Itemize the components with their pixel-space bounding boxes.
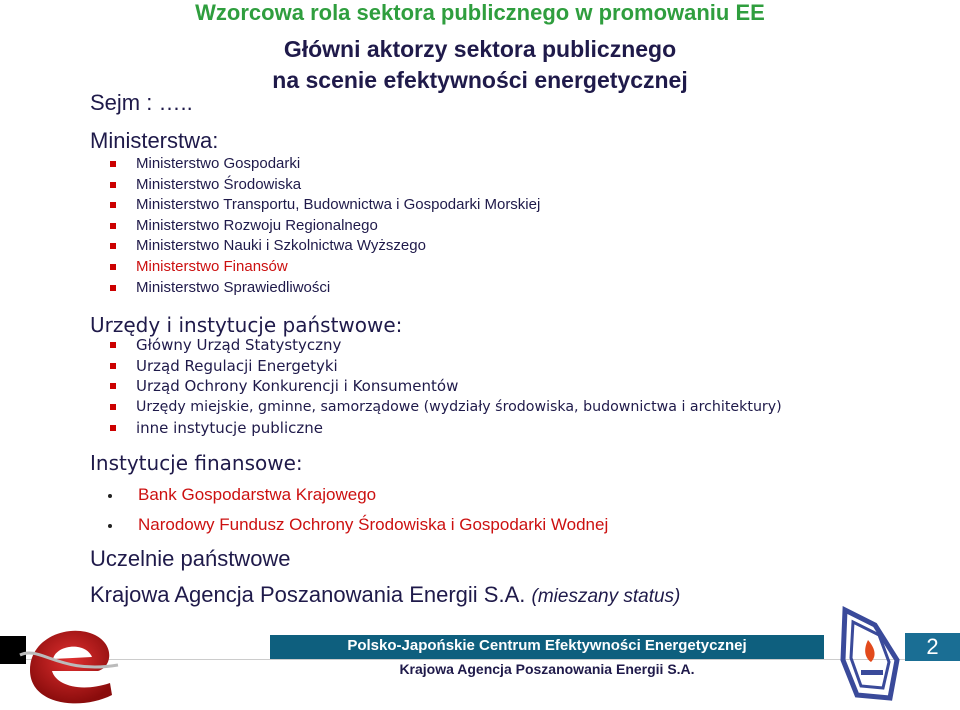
square-bullet-icon xyxy=(110,404,116,410)
list-item: Ministerstwo Transportu, Budownictwa i Gospodarki Morskiej xyxy=(108,195,540,216)
list-item: Ministerstwo Środowiska xyxy=(108,175,540,196)
subtitle-line-2: na scenie efektywności energetycznej xyxy=(272,67,688,93)
uczelnie-heading: Uczelnie państwowe xyxy=(90,546,291,571)
japan-center-logo-icon xyxy=(835,600,910,705)
sejm-label: Sejm : ….. xyxy=(90,90,193,115)
dot-bullet-icon xyxy=(108,494,112,498)
list-item: Ministerstwo Rozwoju Regionalnego xyxy=(108,216,540,237)
list-item: Urząd Ochrony Konkurencji i Konsumentów xyxy=(108,376,782,397)
urzedy-list xyxy=(108,335,782,438)
ministerstwa-list xyxy=(108,154,540,298)
slide-subtitle xyxy=(240,34,720,96)
square-bullet-icon xyxy=(110,363,116,369)
finansowe-list xyxy=(108,485,376,505)
kape-line xyxy=(90,582,680,608)
finansowe-list-2 xyxy=(108,515,608,535)
square-bullet-icon xyxy=(110,285,116,291)
list-item: inne instytucje publiczne xyxy=(108,418,782,439)
square-bullet-icon xyxy=(110,161,116,167)
list-item-highlighted: Ministerstwo Finansów xyxy=(108,257,540,278)
list-item: Urząd Regulacji Energetyki xyxy=(108,356,782,377)
slide-title: Wzorcowa rola sektora publicznego w promowaniu EE xyxy=(195,0,765,25)
square-bullet-icon xyxy=(110,243,116,249)
finansowe-heading: Instytucje finansowe: xyxy=(90,451,303,475)
ministerstwa-heading: Ministerstwa: xyxy=(90,128,219,153)
footer-center-name: Polsko-Japońskie Centrum Efektywności Energetycznej xyxy=(347,637,747,654)
kape-status: (mieszany status) xyxy=(531,586,681,607)
square-bullet-icon xyxy=(110,383,116,389)
list-item: Narodowy Fundusz Ochrony Środowiska i Gospodarki Wodnej xyxy=(108,515,608,535)
square-bullet-icon xyxy=(110,264,116,270)
list-item: Ministerstwo Nauki i Szkolnictwa Wyższego xyxy=(108,236,540,257)
list-item: Ministerstwo Gospodarki xyxy=(108,154,540,175)
list-item: Bank Gospodarstwa Krajowego xyxy=(108,485,376,505)
footer-agency-name: Krajowa Agencja Poszanowania Energii S.A. xyxy=(399,661,695,677)
square-bullet-icon xyxy=(110,202,116,208)
urzedy-heading: Urzędy i instytucje państwowe: xyxy=(90,313,403,337)
square-bullet-icon xyxy=(110,182,116,188)
square-bullet-icon xyxy=(110,425,116,431)
list-item: Główny Urząd Statystyczny xyxy=(108,335,782,356)
list-item: Urzędy miejskie, gminne, samorządowe (wydziały środowiska, budownictwa i architektury) xyxy=(108,397,782,418)
square-bullet-icon xyxy=(110,223,116,229)
page-number: 2 xyxy=(905,633,960,661)
kape-e-logo-icon xyxy=(0,615,130,710)
list-item: Ministerstwo Sprawiedliwości xyxy=(108,278,540,299)
square-bullet-icon xyxy=(110,342,116,348)
subtitle-line-1: Główni aktorzy sektora publicznego xyxy=(283,36,677,62)
kape-name: Krajowa Agencja Poszanowania Energii S.A. xyxy=(90,582,526,607)
footer-divider xyxy=(0,659,960,660)
dot-bullet-icon xyxy=(108,524,112,528)
